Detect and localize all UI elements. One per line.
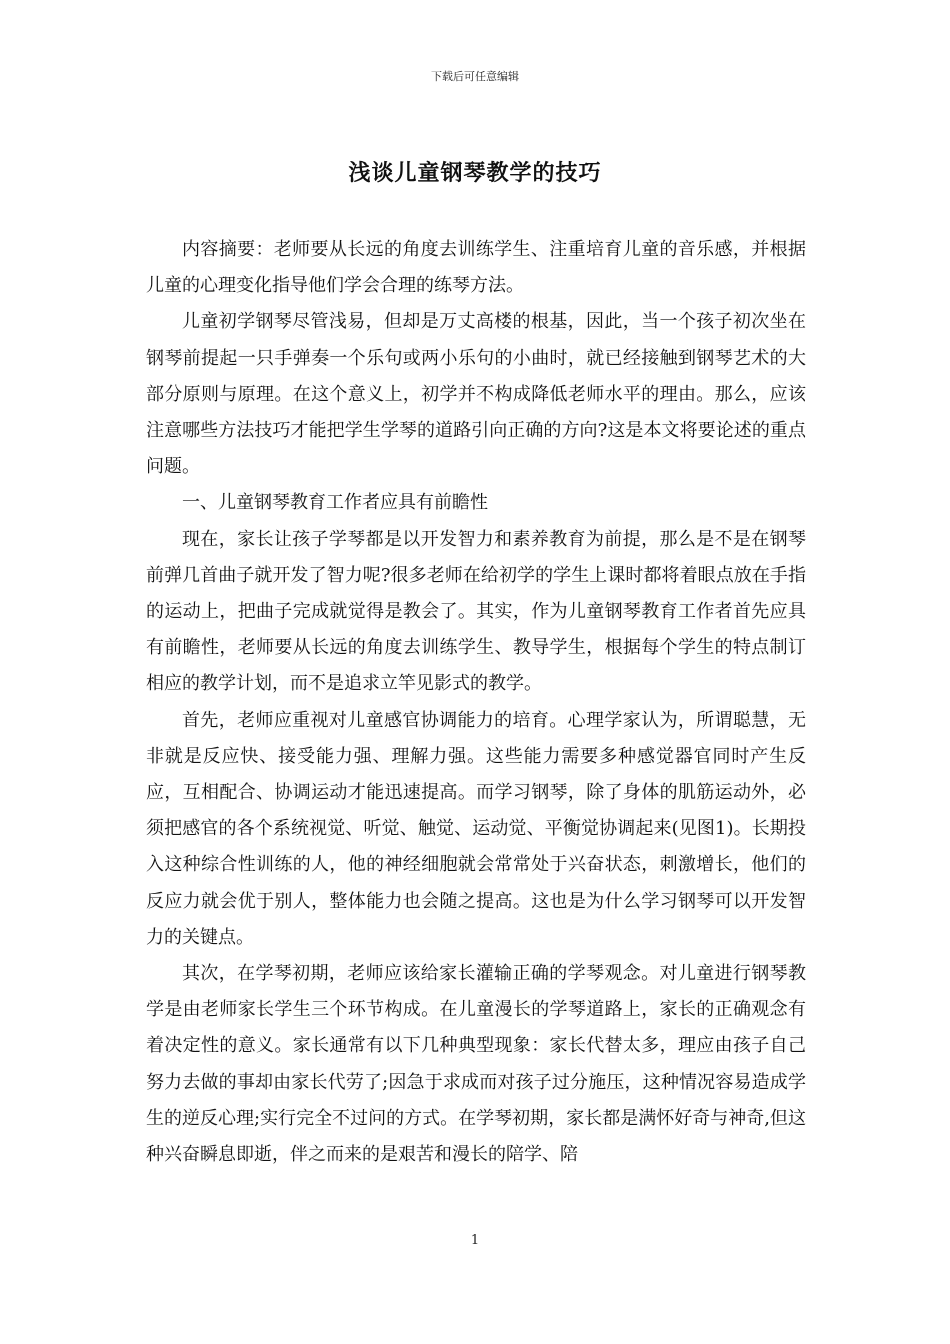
- document-title: 浅谈儿童钢琴教学的技巧: [348, 160, 602, 186]
- body-paragraph: 首先，老师应重视对儿童感官协调能力的培育。心理学家认为，所谓聪慧，无非就是反应快、接受能力强、理解力强。这些能力需要多种感觉器官同时产生反应，互相配合、协调运动才能迅速提高。而学习钢琴，除了身体的肌筋运动外，必须把感官的各个系统视觉、听觉、触觉、运动觉、平衡觉协调起来(见图1)。长期投入这种综合性训练的人，他的神经细胞就会常常处于兴奋状态，刺激增长，他们的反应力就会优于别人，整体能力也会随之提高。这也是为什么学习钢琴可以开发智力的关键点。: [146, 709, 806, 948]
- body-paragraph: 现在，家长让孩子学琴都是以开发智力和素养教育为前提，那么是不是在钢琴前弹几首曲子就开发了智力呢?很多老师在给初学的学生上课时都将着眼点放在手指的运动上，把曲子完成就觉得是教会了。其实，作为儿童钢琴教育工作者首先应具有前瞻性，老师要从长远的角度去训练学生、教导学生，根据每个学生的特点制订相应的教学计划，而不是追求立竿见影式的教学。: [146, 528, 806, 695]
- body-paragraph: 其次，在学琴初期，老师应该给家长灌输正确的学琴观念。对儿童进行钢琴教学是由老师家长学生三个环节构成。在儿童漫长的学琴道路上，家长的正确观念有着决定性的意义。家长通常有以下几种典型现象：家长代替太多，理应由孩子自己努力去做的事却由家长代劳了;因急于求成而对孩子过分施压，这种情况容易造成学生的逆反心理;实行完全不过问的方式。在学琴初期，家长都是满怀好奇与神奇,但这种兴奋瞬息即逝，伴之而来的是艰苦和漫长的陪学、陪: [146, 963, 806, 1166]
- body-text: [146, 232, 806, 1173]
- header-note: 下载后可任意编辑: [431, 70, 519, 83]
- abstract-paragraph: 内容摘要：老师要从长远的角度去训练学生、注重培育儿童的音乐感，并根据儿童的心理变化指导他们学会合理的练琴方法。: [146, 239, 806, 297]
- section-heading: 一、儿童钢琴教育工作者应具有前瞻性: [182, 492, 488, 514]
- page-number: 1: [470, 1233, 480, 1248]
- intro-paragraph: 儿童初学钢琴尽管浅易，但却是万丈高楼的根基，因此，当一个孩子初次坐在钢琴前提起一只手弹奏一个乐句或两小乐句的小曲时，就已经接触到钢琴艺术的大部分原则与原理。在这个意义上，初学并不构成降低老师水平的理由。那么，应该注意哪些方法技巧才能把学生学琴的道路引向正确的方向?这是本文将要论述的重点问题。: [146, 311, 806, 478]
